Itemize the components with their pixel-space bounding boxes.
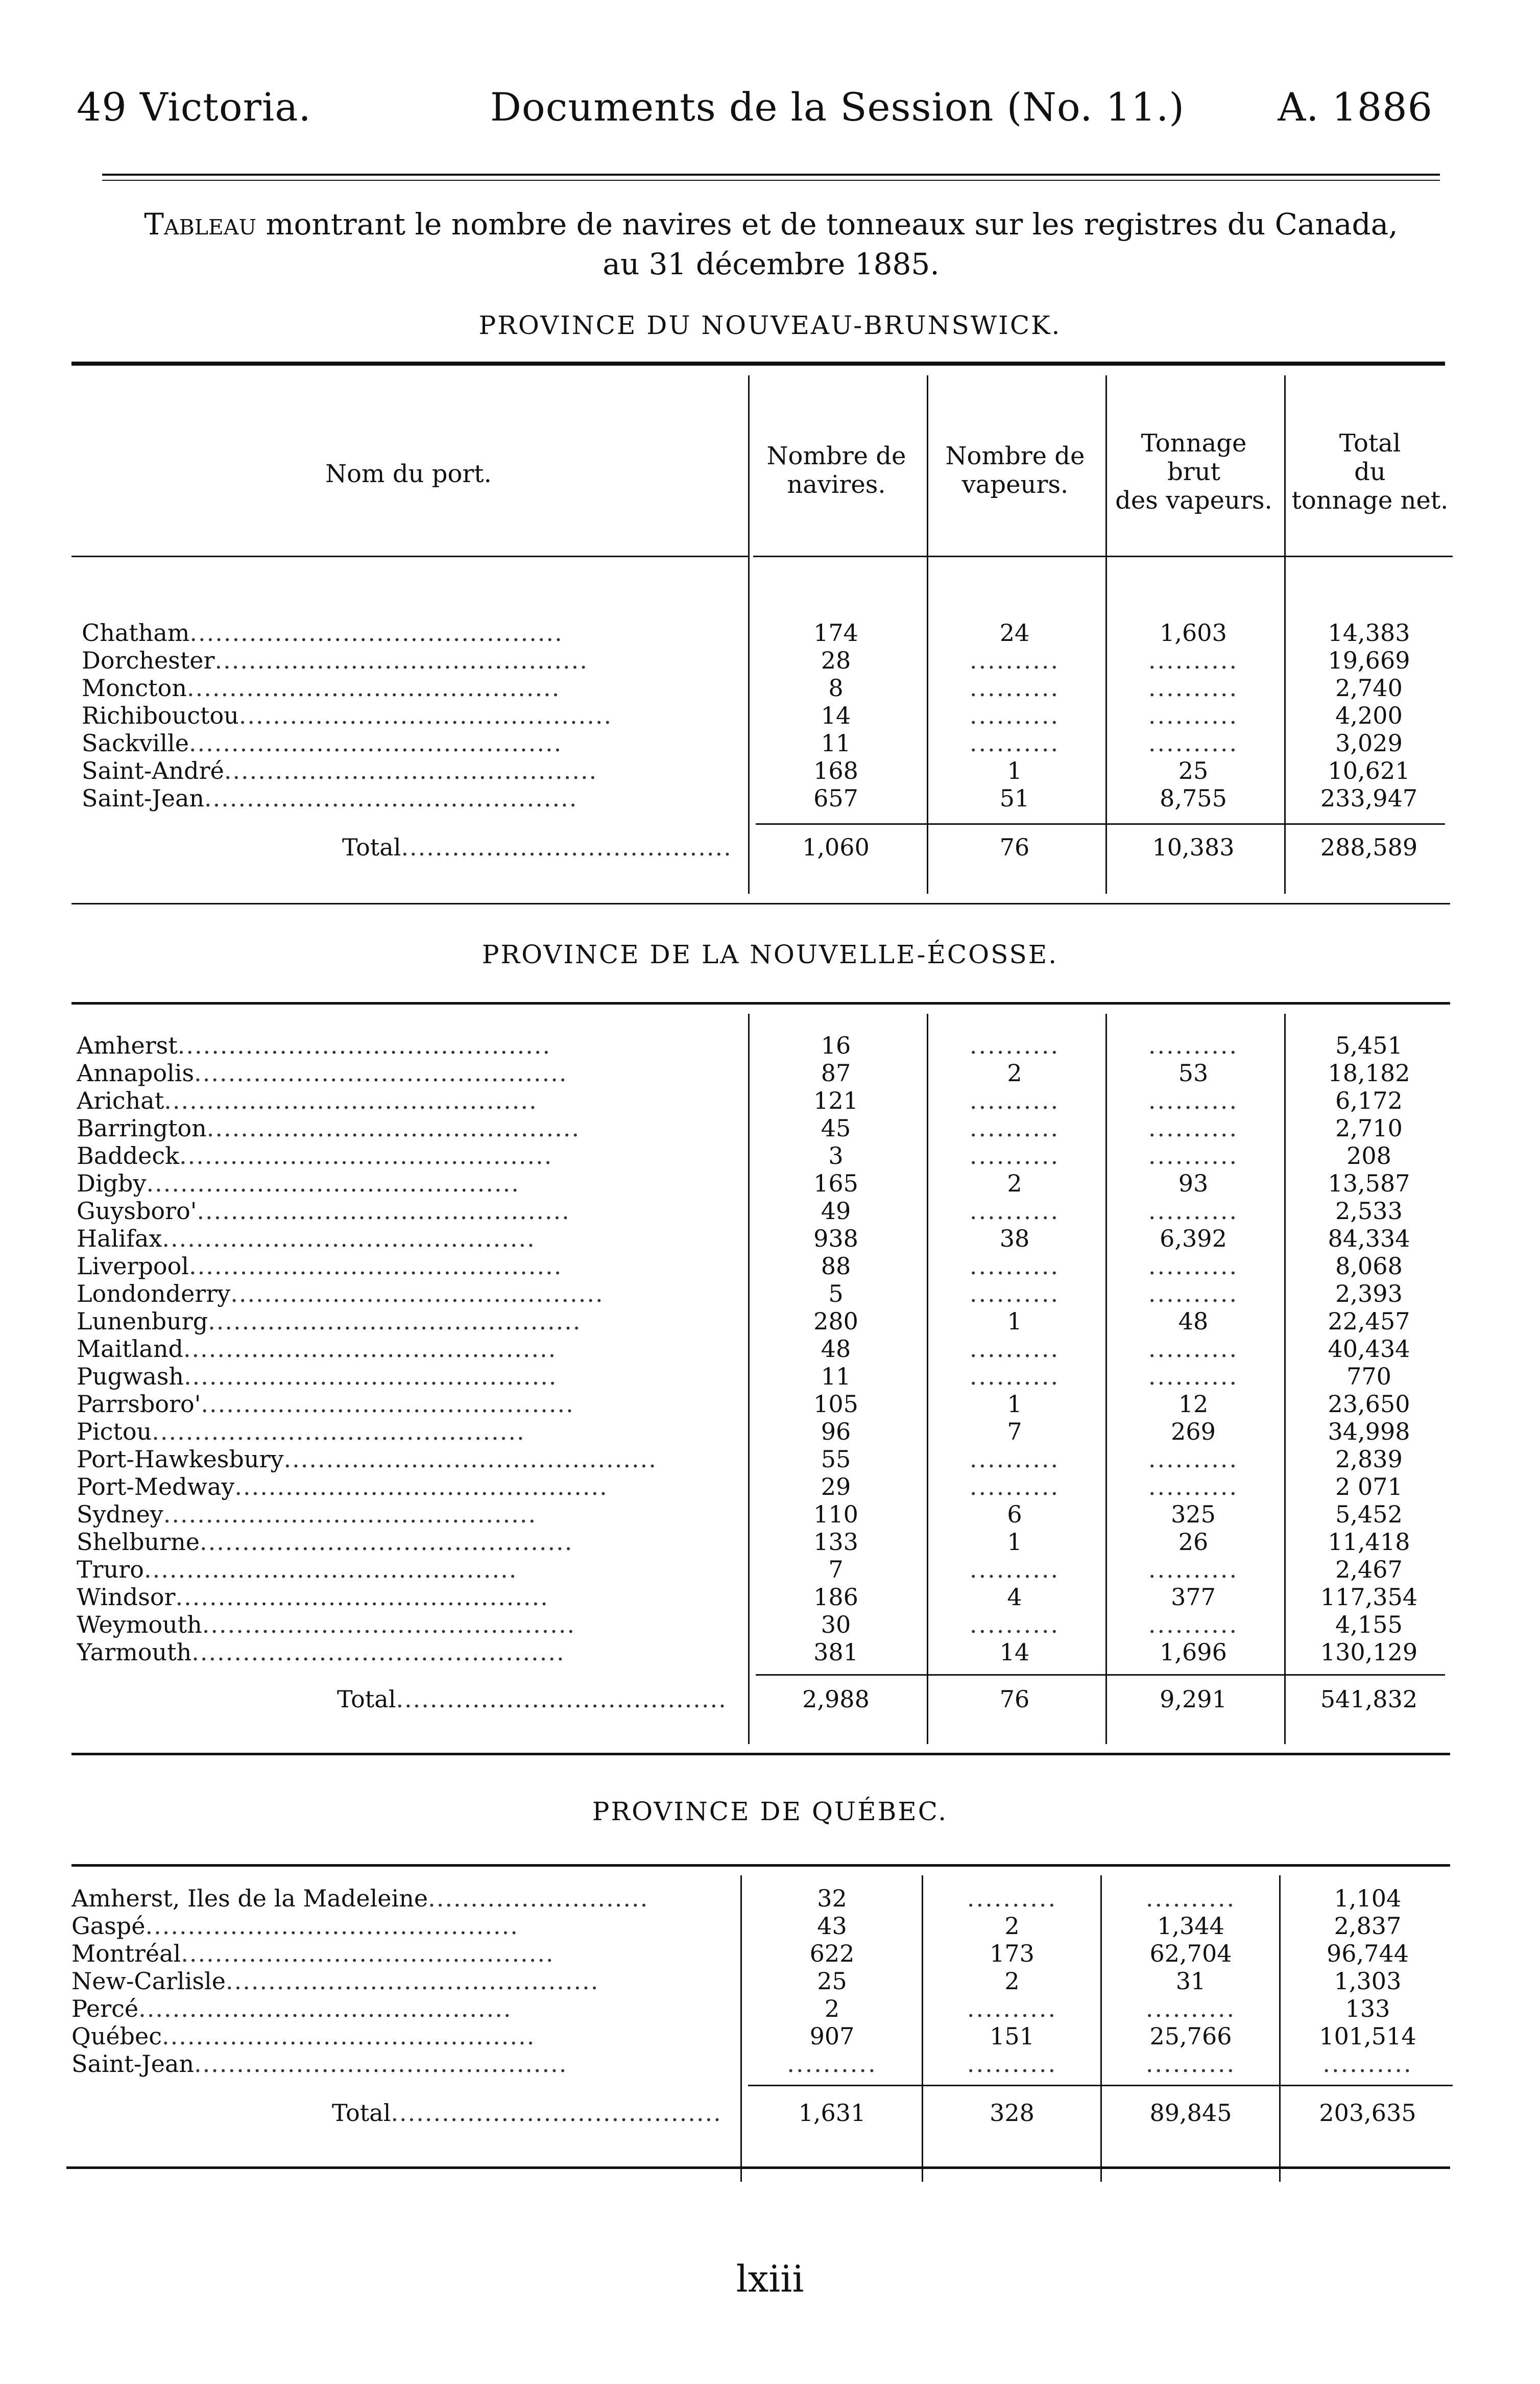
table-row: Pictou............................................ 96 7 269 34,998 (77, 1418, 1410, 1445)
table-row: Dorchester............................................ 28 .......... .......... 19,669 (82, 647, 1410, 674)
page-number: lxiii (736, 2257, 804, 2300)
section-end-rule (71, 903, 1450, 904)
col-header-vapeurs: Nombre de vapeurs. (945, 442, 1085, 499)
table-row: Port-Hawkesbury............................................ 55 .......... .......... 2,839 (77, 1445, 1403, 1473)
total-row: Total....................................... 1,060 76 10,383 288,589 (342, 833, 1418, 861)
subtotal-rule (748, 2085, 1453, 2086)
title-line1: montrant le nombre de navires et de tonneaux sur les registres du Canada, (256, 207, 1398, 242)
total-nouvelle-ecosse (77, 1685, 1455, 1713)
table-row: Yarmouth............................................ 381 14 1,696 130,129 (77, 1638, 1418, 1666)
table-row: Port-Medway............................................ 29 .......... .......... 2 071 (77, 1473, 1403, 1500)
section-top-rule (71, 1864, 1450, 1867)
table-row: Saint-Jean............................................ .......... .......... .......... .......... (71, 2050, 1413, 2078)
table-row: Maitland............................................ 48 .......... .......... 40,434 (77, 1335, 1410, 1363)
table-row: Chatham............................................ 174 24 1,603 14,383 (82, 619, 1410, 647)
table-nouveau-brunswick (82, 619, 1455, 812)
table-row: Montréal............................................ 622 173 62,704 96,744 (71, 1940, 1409, 1967)
table-row: Richibouctou............................................ 14 .......... .......... 4,200 (82, 702, 1403, 729)
table-row: Moncton............................................ 8 .......... .......... 2,740 (82, 674, 1403, 702)
table-row: Amherst, Iles de la Madeleine.......................... 32 .......... .......... 1,104 (71, 1885, 1402, 1912)
table-row: Londonderry............................................ 5 .......... .......... 2,393 (77, 1280, 1403, 1307)
table-row: Weymouth............................................ 30 .......... .......... 4,155 (77, 1611, 1403, 1638)
total-row: Total....................................... 1,631 328 89,845 203,635 (332, 2099, 1416, 2127)
col-header-navires: Nombre de navires. (766, 442, 906, 499)
table-row: Windsor............................................ 186 4 377 117,354 (77, 1583, 1418, 1611)
running-header (0, 84, 1540, 135)
header-session: 49 Victoria. (77, 84, 311, 130)
subtotal-rule (756, 823, 1445, 825)
col-header-tonnage: Tonnage brut des vapeurs. (1115, 429, 1272, 515)
table-row: Gaspé............................................ 43 2 1,344 2,837 (71, 1912, 1402, 1940)
header-rule-bottom (102, 180, 1440, 181)
header-underline (71, 556, 748, 557)
table-row: Sydney............................................ 110 6 325 5,452 (77, 1500, 1403, 1528)
table-row: Annapolis............................................ 87 2 53 18,182 (77, 1059, 1410, 1087)
table-row: Shelburne............................................ 133 1 26 11,418 (77, 1528, 1410, 1556)
table-row: Guysboro'............................................ 49 .......... .......... 2,533 (77, 1197, 1403, 1225)
province-heading-nb: PROVINCE DU NOUVEAU-BRUNSWICK. (478, 311, 1062, 340)
table-row: Amherst............................................ 16 .......... .......... 5,451 (77, 1032, 1403, 1059)
total-row: Total....................................... 2,988 76 9,291 541,832 (337, 1685, 1418, 1713)
table-row: Truro............................................ 7 .......... .......... 2,467 (77, 1556, 1403, 1583)
table-row: Liverpool............................................ 88 .......... .......... 8,068 (77, 1252, 1403, 1280)
section-top-rule (71, 1002, 1450, 1005)
table-row: Arichat............................................ 121 .......... .......... 6,172 (77, 1087, 1403, 1114)
header-rule-top (102, 174, 1440, 176)
header-year: A. 1886 (1278, 84, 1433, 130)
table-row: Barrington............................................ 45 .......... .......... 2,710 (77, 1114, 1403, 1142)
table-row: Percé............................................ 2 .......... .......... 133 (71, 1995, 1390, 2022)
table-title (82, 204, 1460, 284)
col-header-port: Nom du port. (325, 460, 492, 488)
section-end-rule (66, 2166, 1450, 2169)
province-heading-ne: PROVINCE DE LA NOUVELLE-ÉCOSSE. (482, 940, 1058, 969)
col-header-total: Total du tonnage net. (1291, 429, 1449, 515)
subtotal-rule (756, 1674, 1445, 1676)
total-nouveau-brunswick (82, 833, 1455, 861)
header-documents: Documents de la Session (No. 11.) (490, 84, 1185, 130)
table-row: Saint-André............................................ 168 1 25 10,621 (82, 757, 1410, 784)
header-underline-2 (753, 556, 1453, 557)
total-quebec (71, 2099, 1455, 2127)
table-row: Sackville............................................ 11 .......... .......... 3,029 (82, 729, 1403, 757)
section-end-rule (71, 1753, 1450, 1755)
table-quebec (71, 1885, 1455, 2078)
title-line2: au 31 décembre 1885. (603, 247, 940, 281)
table-row: Parrsboro'............................................ 105 1 12 23,650 (77, 1390, 1410, 1418)
table-row: Saint-Jean............................................ 657 51 8,755 233,947 (82, 784, 1418, 812)
table-row: New-Carlisle............................................ 25 2 31 1,303 (71, 1967, 1402, 1995)
header-rule-thick (71, 362, 1445, 366)
province-heading-qc: PROVINCE DE QUÉBEC. (592, 1797, 948, 1826)
table-nouvelle-ecosse (77, 1032, 1455, 1666)
table-row: Lunenburg............................................ 280 1 48 22,457 (77, 1307, 1410, 1335)
table-row: Digby............................................ 165 2 93 13,587 (77, 1170, 1410, 1197)
table-row: Halifax............................................ 938 38 6,392 84,334 (77, 1225, 1410, 1252)
table-row: Baddeck............................................ 3 .......... .......... 208 (77, 1142, 1391, 1170)
table-row: Québec............................................ 907 151 25,766 101,514 (71, 2022, 1416, 2050)
title-first-word: Tableau (144, 207, 257, 242)
table-row: Pugwash............................................ 11 .......... .......... 770 (77, 1363, 1391, 1390)
